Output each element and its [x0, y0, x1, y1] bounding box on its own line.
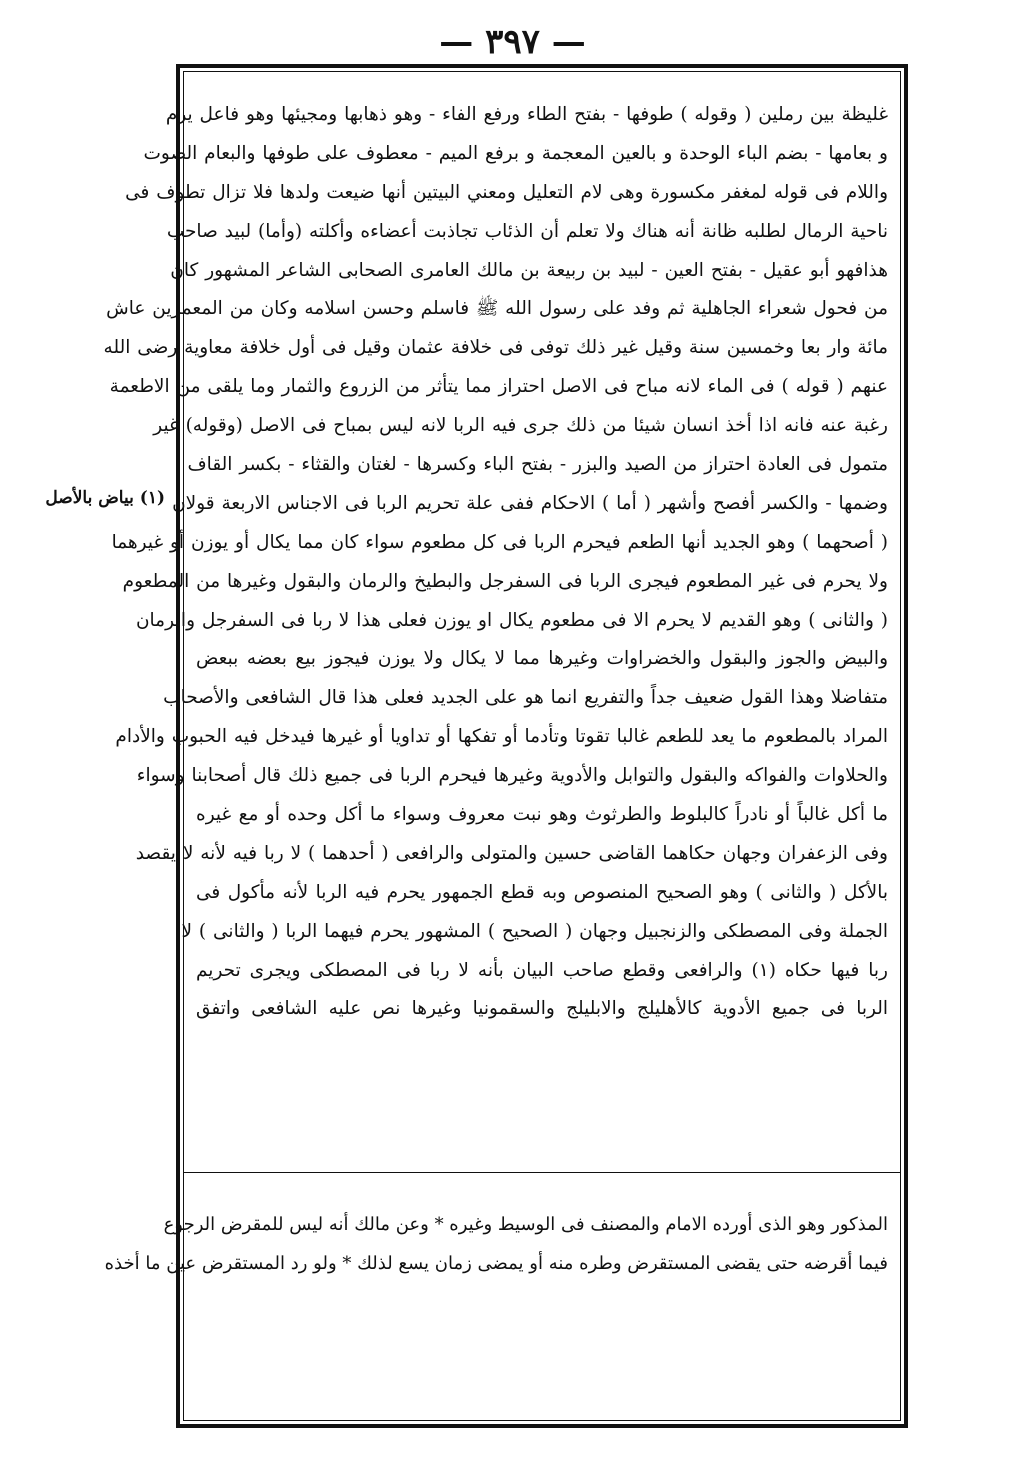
page-number: — ٣٩٧ — — [439, 22, 586, 62]
text-line: ما أكل غالباً أو نادراً كالبلوط والطرثوث وهو نبت معروف وسواء ما أكل وحده أو مع غيره — [196, 804, 888, 826]
text-line: رغبة عنه فانه اذا أخذ انسان شيئا من ذلك جرى فيه الربا لانه ليس بمباح فى الاصل (وقوله) غير — [153, 415, 888, 437]
text-line: والحلاوات والفواكه والبقول والتوابل والأدوية وغيرها فيحرم الربا فى جميع ذلك قال أصحابنا وسواء — [136, 765, 888, 787]
footnote-text-body — [104, 1205, 888, 1283]
footnote-line: فيما أقرضه حتى يقضى المستقرض وطره منه أو يمضى زمان يسع لذلك * ولو رد المستقرض عين ما أخذه — [104, 1253, 888, 1274]
text-line: ربا فيها حكاه (١) والرافعى وقطع صاحب البيان بأنه لا ربا فى المصطكى ويجرى تحريم — [196, 959, 888, 981]
text-line: الربا فى جميع الأدوية كالأهليلج والابليلج والسقمونيا وغيرها نص عليه الشافعى واتفق — [196, 998, 888, 1020]
text-line: متمول فى العادة احتراز من الصيد والبزر - بفتح الباء وكسرها - لغتان والقثاء - بكسر القاف — [187, 454, 888, 476]
text-line: غليظة بين رملين ( وقوله ) طوفها - بفتح الطاء ورفع الفاء - وهو ذهابها ومجيئها وهو فاعل يرم — [165, 104, 888, 125]
text-line: عنهم ( قوله ) فى الماء لانه مباح فى الاصل احتراز مما يتأثر من الزروع والثمار وما يلقى من الاطعمة — [109, 376, 888, 398]
text-line: واللام فى قوله لمغفر مكسورة وهى لام التعليل ومعني البيتين أنها ضيعت ولدها فلا تزال تطوف فى — [125, 181, 888, 203]
text-line: ناحية الرمال لطلبه ظانة أنه هناك ولا تعلم أن الذئاب تجاذبت أعضاءه وأكلته (وأما) لبيد صاحب — [166, 220, 888, 242]
text-line: متفاضلا وهذا القول ضعيف جداً والتفريع انما هو على الجديد فعلى هذا قال الشافعى والأصحاب — [163, 687, 888, 709]
text-line: ( والثانى ) وهو القديم لا يحرم الا فى مطعوم يكال او يوزن فعلى هذا لا ربا فى السفرجل والرمان — [135, 609, 888, 631]
text-line: و بعامها - بضم الباء الوحدة و بالعين المعجمة و برفع الميم - معطوف على طوفها والبعام الصوت — [143, 142, 888, 164]
text-line: الجملة وفى المصطكى والزنجبيل وجهان ( الصحيح ) المشهور يحرم فيهما الربا ( والثانى ) لا — [181, 920, 888, 942]
text-line: ( أصحهما ) وهو الجديد أنها الطعم فيحرم الربا فى كل مطعوم سواء كان مما يكال أو يوزن أو غيرهما — [111, 531, 888, 553]
text-line: المراد بالمطعوم ما يعد للطعم غالبا تقوتا وتأدما أو تفكها أو تداويا أو غيرها فيدخل فيه الحبوب والأدام — [115, 726, 888, 748]
text-line: وفى الزعفران وجهان حكاهما القاضى حسين والمتولى والرافعى ( أحدهما ) لا ربا فيه لأنه لا يقصد — [135, 842, 888, 864]
margin-note: (١) بياض بالأصل — [45, 488, 165, 508]
text-line: والبيض والجوز والبقول والخضراوات وغيرها مما لا يكال ولا يوزن فيجوز بيع بعضه ببعض — [196, 648, 888, 670]
footnote-line: المذكور وهو الذى أورده الامام والمصنف فى الوسيط وغيره * وعن مالك أنه ليس للمقرض الرجوع — [163, 1214, 888, 1235]
text-line: بالأكل ( والثانى ) وهو الصحيح المنصوص وبه قطع الجمهور يحرم فيه الربا لأنه مأكول فى — [196, 881, 888, 903]
text-line: هذافهو أبو عقيل - بفتح العين - لبيد بن ربيعة بن مالك العامرى الصحابى الشاعر المشهور كان — [170, 259, 888, 281]
footnote-separator — [183, 1172, 901, 1173]
text-line: وضمها - والكسر أفصح وأشهر ( أما ) الاحكام ففى علة تحريم الربا فى الاجناس الاربعة قولان — [172, 492, 888, 514]
text-line: مائة وار بعا وخمسين سنة وقيل غير ذلك توفى فى خلافة عثمان وقيل فى أول خلافة معاوية رضى الله — [103, 337, 888, 359]
text-line: ولا يحرم فى غير المطعوم فيجرى الربا فى السفرجل والبطيخ والرمان والبقول وغيرها من المطعوم — [122, 570, 888, 592]
text-line: من فحول شعراء الجاهلية ثم وفد على رسول الله ﷺ فاسلم وحسن اسلامه وكان من المعمرين عاش — [106, 298, 888, 320]
